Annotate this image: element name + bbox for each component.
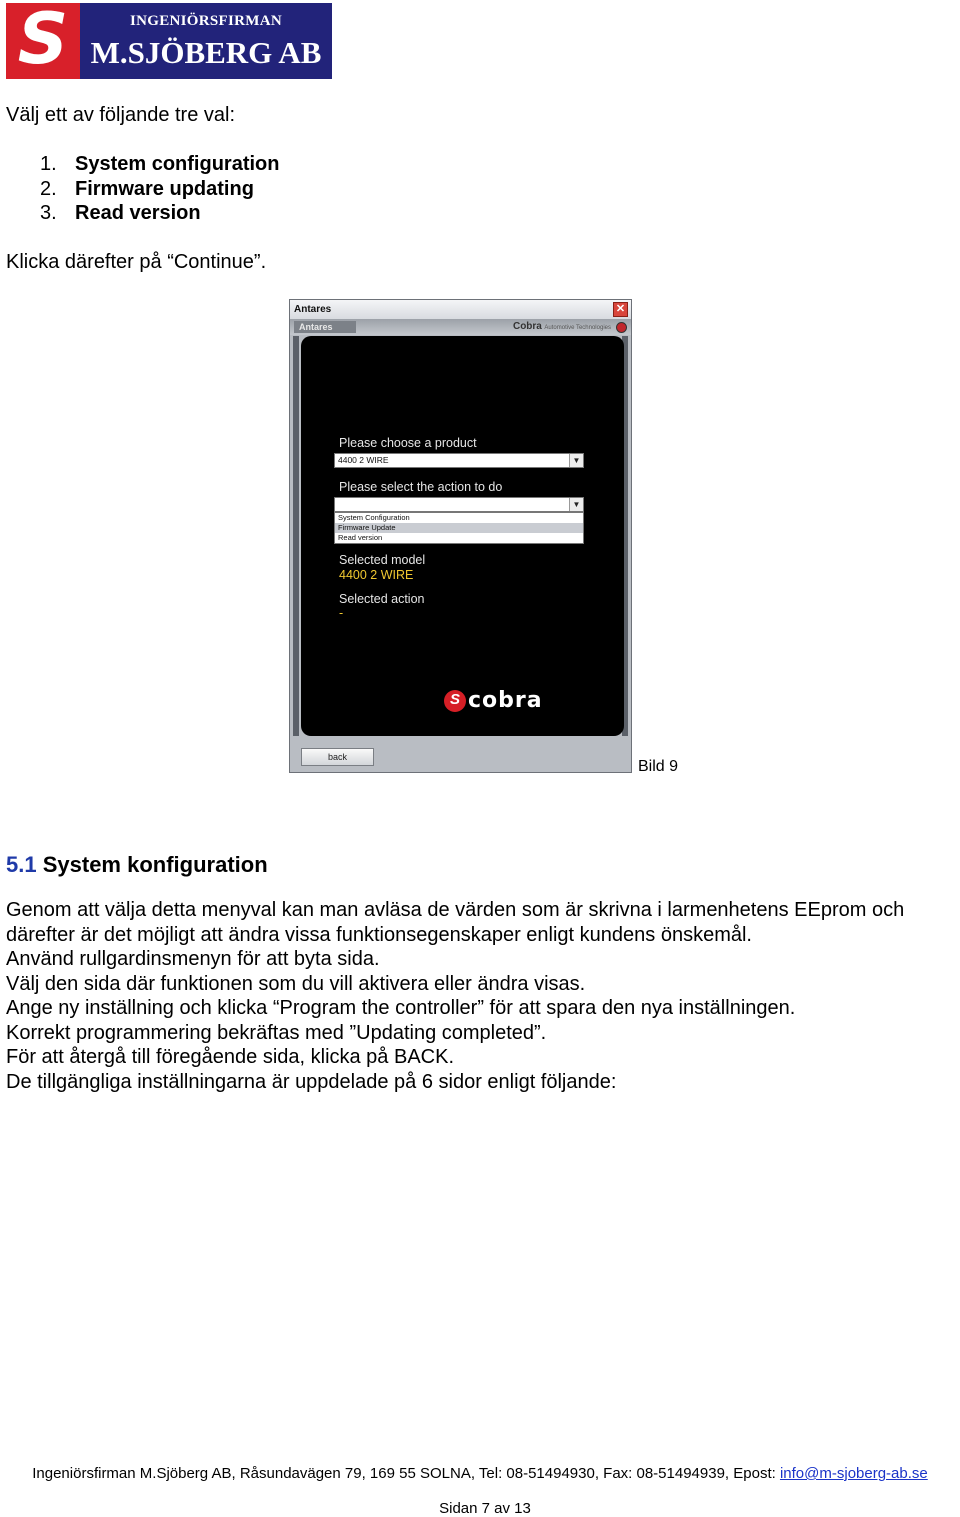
dropdown-option[interactable]: System Configuration (338, 513, 410, 522)
paragraph-line: För att återgå till föregående sida, klicka på BACK. (6, 1046, 455, 1068)
logo-line1: INGENIÖRSFIRMAN (129, 13, 282, 29)
window-header-bar (290, 319, 631, 335)
section-title: System konfiguration (42, 852, 268, 877)
back-button[interactable]: back (301, 748, 374, 766)
company-logo (6, 0, 332, 80)
brand-label (513, 321, 611, 332)
section-heading (6, 852, 268, 878)
list-number: 3. (40, 202, 57, 224)
product-select[interactable] (334, 453, 584, 468)
paragraph-line: De tillgängliga inställningarna är uppdelade på 6 sidor enligt följande: (6, 1070, 617, 1093)
paragraph-line: Korrekt programmering bekräftas med ”Updating completed”. (6, 1021, 547, 1044)
choices-list (40, 152, 279, 226)
section-body (6, 898, 960, 1094)
product-select-value: 4400 2 WIRE (338, 455, 389, 465)
paragraph-line: Välj den sida där funktionen som du vill aktivera eller ändra visas. (6, 972, 586, 995)
dropdown-option-highlighted[interactable]: Firmware Update (335, 523, 583, 533)
selected-action-label: Selected action (339, 592, 425, 606)
chevron-down-icon[interactable]: ▼ (569, 454, 583, 467)
figure-caption: Bild 9 (638, 758, 679, 775)
antares-window-screenshot (289, 299, 632, 773)
product-label: Please choose a product (339, 436, 477, 450)
list-item (40, 177, 279, 202)
page-footer (0, 1465, 960, 1482)
window-titlebar (290, 300, 631, 319)
paragraph-line: därefter är det möjligt att ändra vissa funktionsegenskaper enligt kundens önskemål. (6, 923, 752, 946)
list-number: 1. (40, 153, 57, 175)
selected-action-value: - (339, 606, 344, 620)
list-label: System configuration (75, 153, 280, 175)
logo-line2: M.SJÖBERG AB (90, 35, 322, 70)
cobra-mark-icon: S (444, 690, 466, 712)
page-number: Sidan 7 av 13 (439, 1500, 531, 1517)
selected-model-label: Selected model (339, 553, 426, 567)
action-dropdown-list (334, 512, 584, 544)
cobra-logo-text: cobra (468, 688, 543, 713)
paragraph-line: Genom att välja detta menyval kan man avläsa de värden som är skrivna i larmenhetens EEprom och (6, 899, 905, 921)
list-label: Read version (75, 202, 201, 224)
list-item (40, 152, 279, 177)
close-icon[interactable]: ✕ (613, 302, 628, 317)
dropdown-option[interactable]: Read version (338, 533, 383, 542)
chevron-down-icon[interactable]: ▼ (569, 498, 583, 511)
logo-wordmark (80, 3, 332, 79)
action-label: Please select the action to do (339, 480, 503, 494)
main-panel (301, 336, 624, 736)
brand-name: Cobra (512, 321, 542, 332)
footer-email-link[interactable]: info@m-sjoberg-ab.se (779, 1465, 928, 1482)
action-select[interactable] (334, 497, 584, 512)
logo-s-glyph: S (17, 0, 69, 80)
section-number: 5.1 (6, 852, 37, 877)
continue-instruction: Klicka därefter på “Continue”. (6, 251, 267, 273)
paragraph-line: Använd rullgardinsmenyn för att byta sida. (6, 948, 380, 970)
left-frame (293, 336, 299, 736)
paragraph-line: Ange ny inställning och klicka “Program the controller” för att spara den nya inställningen. (6, 997, 796, 1019)
footer-address: Ingeniörsfirman M.Sjöberg AB, Råsundavägen 79, 169 55 SOLNA, Tel: 08-51494930, Fax: 08-51494939, Epost: (32, 1465, 780, 1482)
window-title: Antares (294, 304, 332, 315)
app-tab: Antares (294, 321, 356, 333)
list-item (40, 201, 279, 226)
intro-text: Välj ett av följande tre val: (6, 104, 236, 126)
list-number: 2. (40, 177, 57, 200)
logo-s-mark (6, 0, 80, 80)
selected-model-value: 4400 2 WIRE (339, 568, 414, 582)
list-label: Firmware updating (75, 177, 254, 200)
brand-subtitle: Automotive Technologies (544, 325, 611, 331)
record-icon (616, 322, 627, 333)
